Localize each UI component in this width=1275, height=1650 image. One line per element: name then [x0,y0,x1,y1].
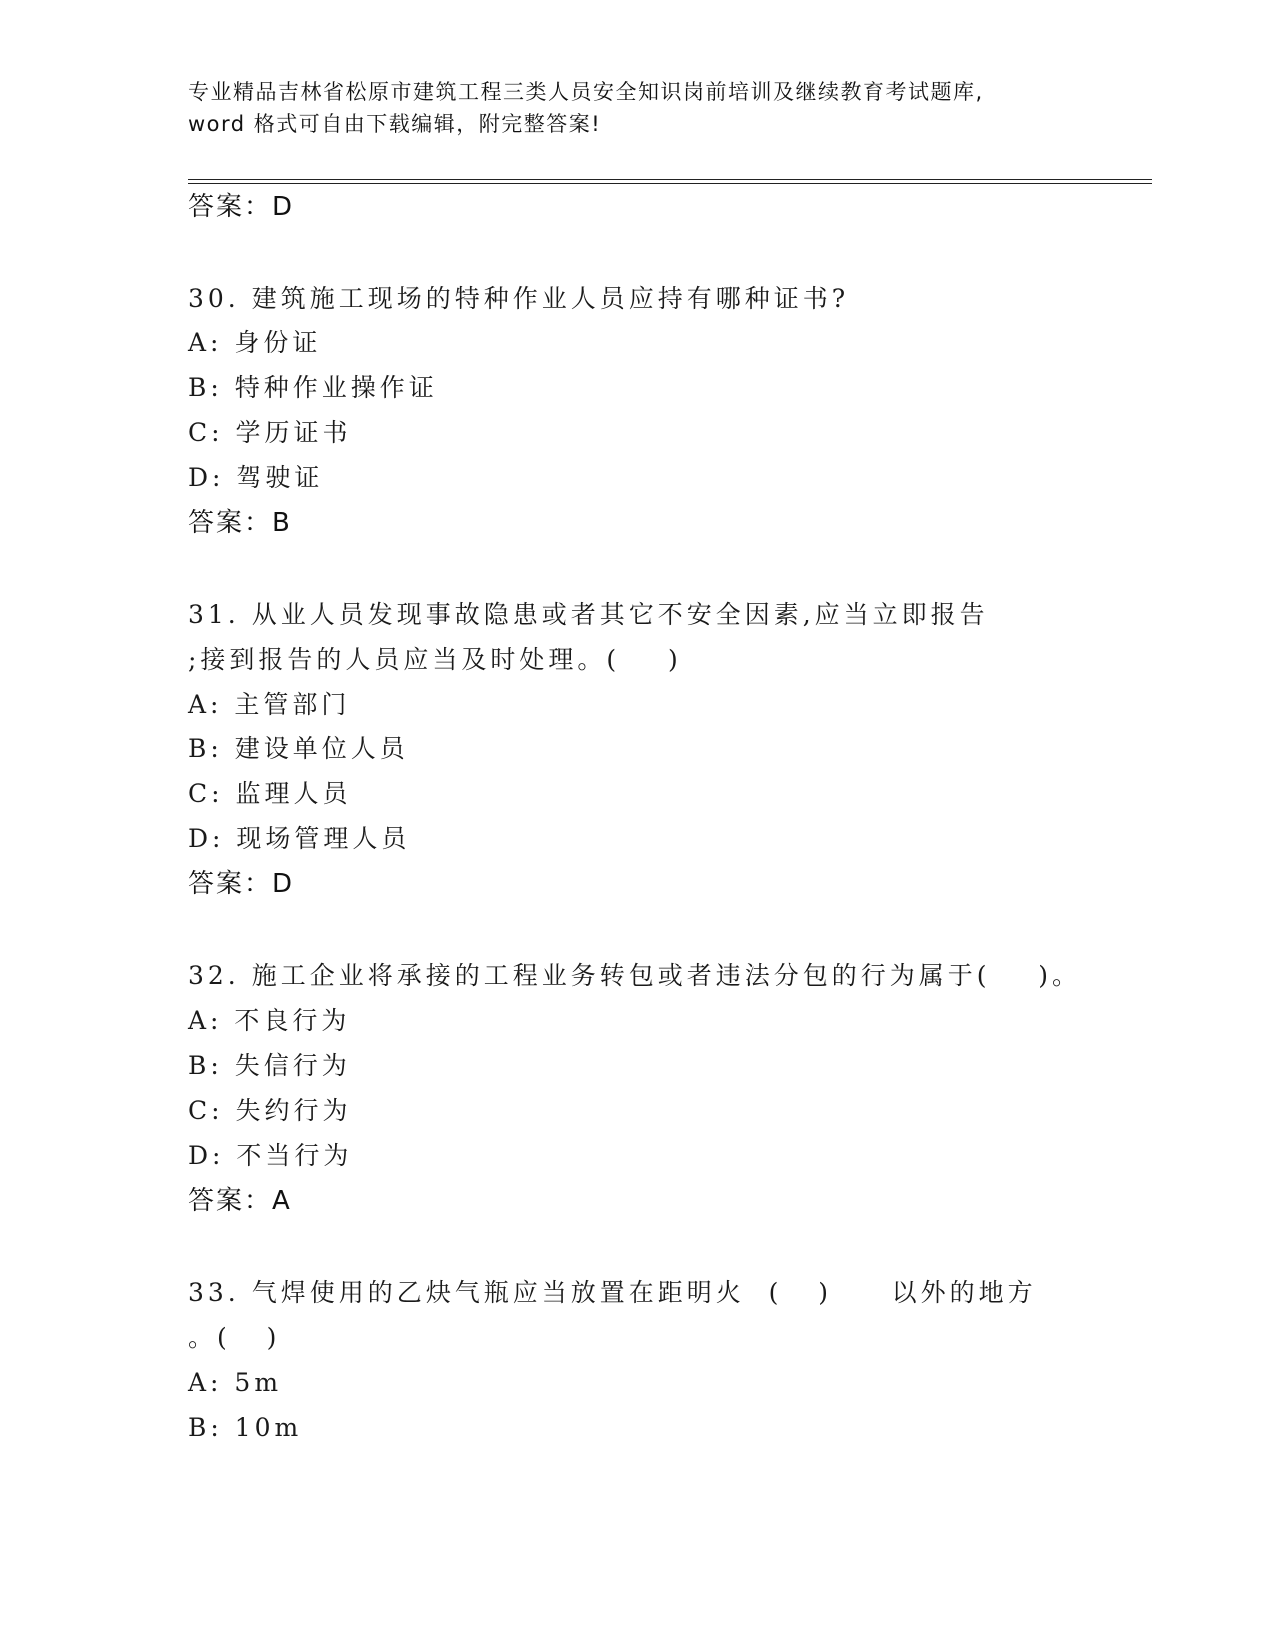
question-31-line-2: ;接到报告的人员应当及时处理。( ) [188,645,682,674]
question-33-line-2: 。( ) [188,1323,281,1352]
header-line-2: word 格式可自由下载编辑，附完整答案! [188,112,602,136]
header-line-1: 专业精品吉林省松原市建筑工程三类人员安全知识岗前培训及继续教育考试题库, [188,80,984,104]
q31-option-d: D: 现场管理人员 [188,824,411,853]
q32-answer: 答案：A [188,1186,292,1216]
q31-option-a: A: 主管部门 [188,690,351,719]
document-header [188,76,1088,140]
q31-option-b: B: 建设单位人员 [188,734,409,763]
q30-option-c: C: 学历证书 [188,418,352,447]
header-divider-bottom [188,183,1152,184]
q32-option-b: B: 失信行为 [188,1051,351,1080]
q32-option-c: C: 失约行为 [188,1096,352,1125]
q31-answer: 答案：D [188,869,295,899]
question-32: 32. 施工企业将承接的工程业务转包或者违法分包的行为属于( )。 [188,961,1082,990]
q30-option-a: A: 身份证 [188,328,322,357]
question-33-line-1: 33. 气焊使用的乙炔气瓶应当放置在距明火 ( ) 以外的地方 [188,1278,1037,1307]
q30-option-b: B: 特种作业操作证 [188,373,438,402]
q33-option-b: B: 10m [188,1413,303,1442]
q32-option-a: A: 不良行为 [188,1006,351,1035]
q30-answer: 答案：B [188,508,292,538]
question-31-line-1: 31. 从业人员发现事故隐患或者其它不安全因素,应当立即报告 [188,600,989,629]
previous-answer: 答案：D [188,192,295,222]
q33-option-a: A: 5m [188,1368,283,1397]
header-divider-top [188,179,1152,180]
q30-option-d: D: 驾驶证 [188,463,324,492]
question-30: 30. 建筑施工现场的特种作业人员应持有哪种证书? [188,284,850,313]
q32-option-d: D: 不当行为 [188,1141,353,1170]
q31-option-c: C: 监理人员 [188,779,352,808]
